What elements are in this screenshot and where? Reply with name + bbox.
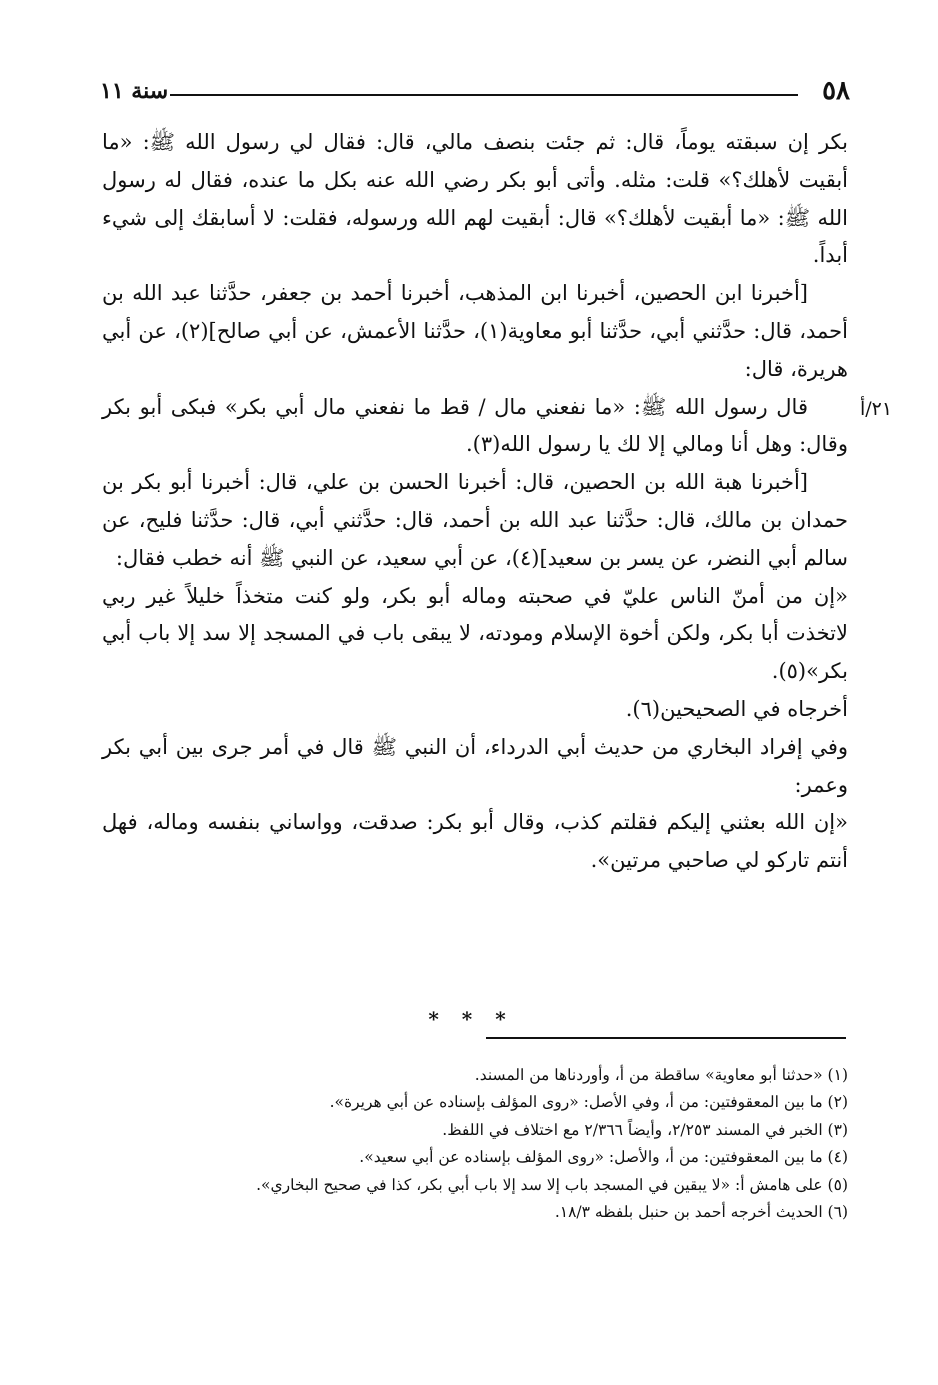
- page-number: ٥٨: [822, 76, 850, 106]
- footnote: (٢) ما بين المعقوفتين: من أ، وفي الأصل: «روى المؤلف بإسناده عن أبي هريرة».: [329, 1093, 848, 1112]
- footnote: (٤) ما بين المعقوفتين: من أ، والأصل: «روى المؤلف بإسناده عن أبي سعيد».: [359, 1148, 848, 1167]
- footnotes: [100, 1062, 848, 1226]
- paragraph: «إن الله بعثني إليكم فقلتم كذب، وقال أبو بكر: صدقت، وواساني بنفسه وماله، فهل أنتم تاركو لي صاحبي مرتين».: [102, 810, 848, 873]
- paragraph: أخرجاه في الصحيحين(٦).: [625, 696, 848, 721]
- section-separator: * * *: [428, 1007, 514, 1031]
- paragraph: [أخبرنا ابن الحصين، أخبرنا ابن المذهب، أخبرنا أحمد بن جعفر، حدَّثنا عبد الله بن أحمد، قال: حدَّثني أبي، حدَّثنا أبو معاوية(١)، حدَّثنا الأعمش، عن أبي صالح](٢)، عن أبي هريرة، قال:: [102, 281, 848, 381]
- main-text: [102, 124, 848, 880]
- paragraph: قال رسول الله ﷺ: «ما نفعني مال / قط ما نفعني مال أبي بكر» فبكى أبو بكر وقال: وهل أنا ومالي إلا لك يا رسول الله(٣).: [102, 394, 848, 457]
- paragraph: بكر إن سبقته يوماً، قال: ثم جئت بنصف مالي، قال: فقال لي رسول الله ﷺ: «ما أبقيت لأهلك؟» قلت: مثله. وأتى أبو بكر رضي الله عنه بكل ما عنده، فقال له رسول الله ﷺ: «ما أبقيت لأهلك؟» قال: أبقيت لهم الله ورسوله، فقلت: لا أسابقك إلى شيء أبداً.: [102, 130, 848, 268]
- footnote-rule: [486, 1037, 846, 1039]
- footnote: (٣) الخبر في المسند ٢/٢٥٣، وأيضاً ٢/٣٦٦ مع اختلاف في اللفظ.: [442, 1120, 848, 1139]
- footnote: (٥) على هامش أ: «لا يبقين في المسجد باب إلا سد إلا باب أبي بكر، كذا في صحيح البخاري».: [256, 1175, 848, 1194]
- footnote: (١) «حدثنا أبو معاوية» ساقطة من أ، وأوردناها من المسند.: [474, 1066, 848, 1084]
- footnote: (٦) الحديث أخرجه أحمد بن حنبل بلفظه ١٨/٣.: [554, 1203, 848, 1222]
- paragraph: «إن من أمنّ الناس عليّ في صحبته وماله أبو بكر، ولو كنت متخذاً خليلاً غير ربي لاتخذت أبا بكر، ولكن أخوة الإسلام ومودته، لا يبقى باب في المسجد إلا سد إلا باب أبي بكر»(٥).: [102, 583, 848, 684]
- header-rule: [170, 94, 798, 96]
- manuscript-folio-note: ٢١/أ: [859, 398, 893, 420]
- paragraph: [أخبرنا هبة الله بن الحصين، قال: أخبرنا الحسن بن علي، قال: أخبرنا أبو بكر بن حمدان بن مالك، قال: حدَّثنا عبد الله بن أحمد، قال: حدَّثني أبي، قال: حدَّثنا فليح، عن سالم أبي النضر، عن يسر بن سعيد](٤)، عن أبي سعيد، عن النبي ﷺ أنه خطب فقال:: [102, 470, 848, 570]
- paragraph: وفي إفراد البخاري من حديث أبي الدرداء، أن النبي ﷺ قال في أمر جرى بين أبي بكر وعمر:: [102, 734, 848, 797]
- page-header: [100, 72, 850, 112]
- running-title: سنة ١١: [100, 78, 169, 104]
